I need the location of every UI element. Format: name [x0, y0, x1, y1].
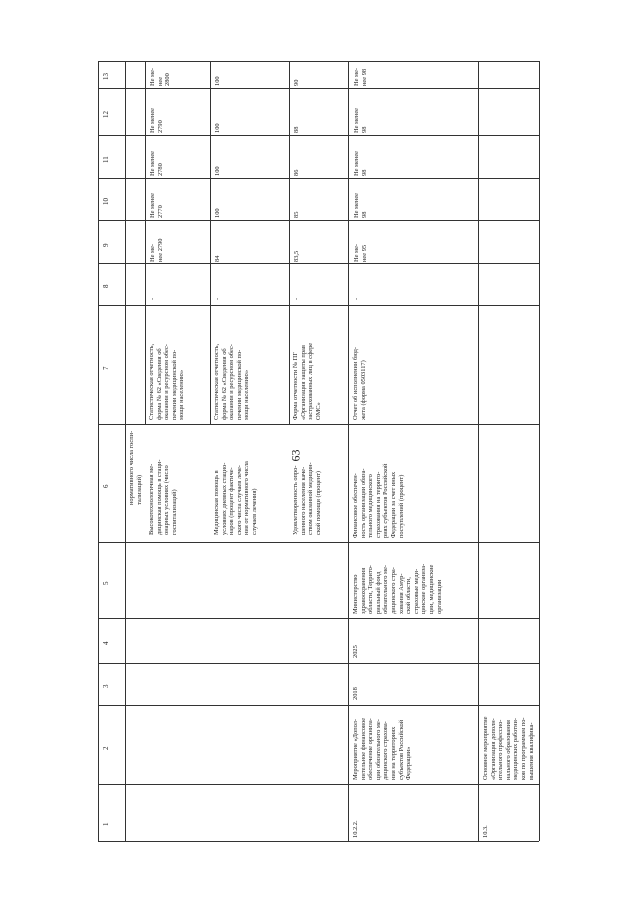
- page-number: 63: [288, 449, 303, 462]
- row4-col3: 2018: [352, 687, 359, 700]
- row4-col12: Не менее 98: [353, 107, 368, 133]
- row4-col11: Не менее 98: [353, 150, 368, 176]
- col-header-1: 1: [102, 822, 110, 826]
- row1-col6: Высокотехнологичная ме- дицинская помощь в стаци- онарных условиях (число госпитализаций): [148, 459, 178, 535]
- row2-col11: 100: [214, 166, 221, 176]
- row4-col13: Не ме- нее 98: [353, 67, 368, 86]
- row2-col7: Статистическая отчетность, форма № 62 «Сведения об оказании и ресурсном обес- печении медицинской по- мощи населению»: [213, 343, 251, 420]
- row4-col7: Отчет об исполнении бюд- жета (форма 0503117): [352, 346, 367, 420]
- col-header-2: 2: [102, 746, 110, 750]
- row1-col10: Не менее 2770: [149, 192, 164, 218]
- col-header-3: 3: [102, 684, 110, 688]
- col-header-11: 11: [102, 156, 110, 163]
- row3-col10: 85: [293, 211, 300, 218]
- row3-col9: 83,5: [293, 250, 300, 262]
- row3-col8: -: [293, 297, 300, 300]
- row2-col10: 100: [214, 208, 221, 218]
- row3-col6: Удовлетворенность опро- шенного населения каче- ством оказанной медицин- ской помощи (процент): [292, 462, 322, 535]
- row2-col12: 100: [214, 123, 221, 133]
- row4-col9: Не ме- нее 95: [353, 243, 368, 262]
- col-header-10: 10: [102, 198, 110, 205]
- row3-col11: 86: [293, 169, 300, 176]
- row1-col9: Не ме- нее 2790: [149, 238, 164, 262]
- col-header-5: 5: [102, 581, 110, 585]
- row4-col4: 2025: [352, 645, 359, 658]
- row2-col6: Медицинская помощь в условиях дневных стацио- наров (процент фактиче- ского числа случаев лече- ния от нормативного числа случаев лечения): [213, 461, 258, 535]
- row4-col1: 10.2.2.: [352, 820, 359, 838]
- row2-col8: -: [214, 297, 221, 300]
- row1-col8: -: [149, 297, 156, 300]
- row4-col8: -: [353, 297, 360, 300]
- row0-col6: нормативного числа госпи- тализаций): [128, 430, 143, 505]
- col-header-13: 13: [102, 73, 110, 80]
- row1-col11: Не менее 2780: [149, 150, 164, 176]
- row1-col13: Не ме- нее 2800: [149, 67, 172, 86]
- col-header-4: 4: [102, 641, 110, 645]
- row4-col2: Мероприятие «Допол- нительное финансовое обеспечение организа- ции обязательного ме- дицинского страхова- ния на территориях субъектов Российской Федерации»: [352, 717, 413, 780]
- col-header-9: 9: [102, 243, 110, 247]
- row3-col13: 90: [293, 79, 300, 86]
- row4-col5: Министерство здравоохранения области, Террито- риальный фонд обязательного ме- дицинского стра- хования Амур- ской области, страховые меди- цинские организа- ции, медицинские организации: [352, 563, 443, 614]
- col-header-8: 8: [102, 284, 110, 288]
- row4-col6: Финансовое обеспечен- ность организации обяза- тельного медицинского страхования на террито- риях субъектов Российской Федерации за счет иных поступлений (процент): [352, 463, 405, 538]
- row5-col2: Основное мероприятие «Организация дополн- ительного профессио- нального образования медицинских работни- ков по программам по- вышения квалифика-: [482, 716, 535, 780]
- row2-col9: 84: [214, 255, 221, 262]
- col-header-6: 6: [102, 484, 110, 488]
- col-header-12: 12: [102, 111, 110, 118]
- col-header-7: 7: [102, 366, 110, 370]
- row3-col12: 88: [293, 126, 300, 133]
- row3-col7: Форма отчетности № ПГ «Организация защиты прав застрахованных лиц в сфере ОМС»: [292, 342, 322, 420]
- row5-col1: 10.3.: [482, 825, 489, 838]
- row2-col13: 100: [214, 76, 221, 86]
- row1-col7: Статистическая отчетность, форма № 62 «Сведения об оказании и ресурсном обес- печении медицинской по- мощи населению»: [148, 343, 186, 420]
- row1-col12: Не менее 2790: [149, 107, 164, 133]
- row4-col10: Не менее 98: [353, 192, 368, 218]
